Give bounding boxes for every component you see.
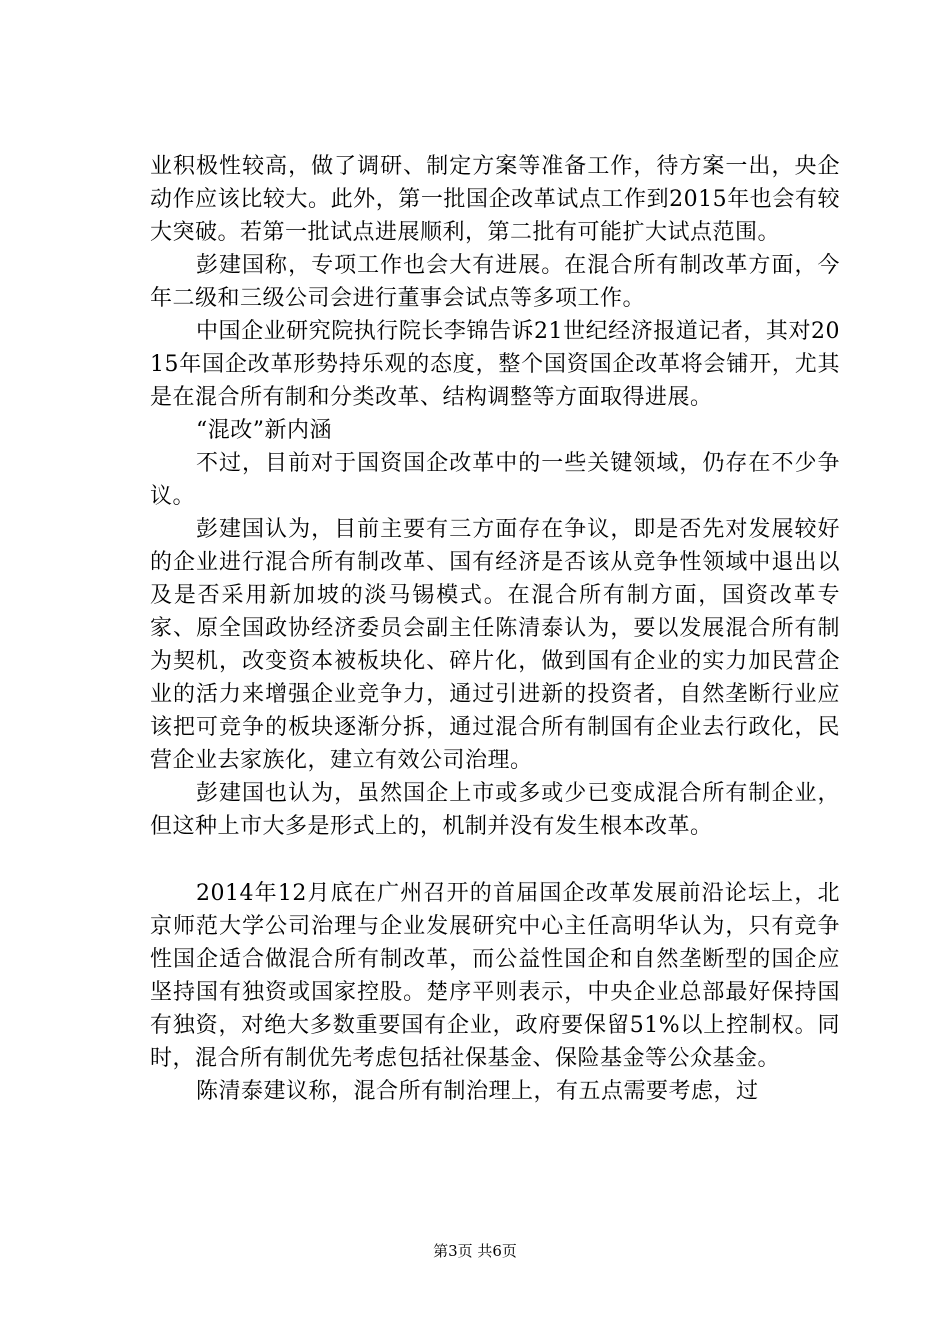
paragraph-1: 业积极性较高，做了调研、制定方案等准备工作，待方案一出，央企动作应该比较大。此外，第一批国企改革试点工作到2015年也会有较大突破。若第一批试点进展顺利，第二批有可能扩大试点范围。 <box>150 154 840 245</box>
section-heading: “混改”新内涵 <box>196 418 332 443</box>
paragraph-7: 2014年12月底在广州召开的首届国企改革发展前沿论坛上，北京师范大学公司治理与企业发展研究中心主任高明华认为，只有竞争性国企适合做混合所有制改革，而公益性国企和自然垄断型的国企应坚持国有独资或国家控股。楚序平则表示，中央企业总部最好保持国有独资，对绝大多数重要国有企业，政府要保留51%以上控制权。同时，混合所有制优先考虑包括社保基金、保险基金等公众基金。 <box>150 881 840 1071</box>
paragraph-2: 彭建国称，专项工作也会大有进展。在混合所有制改革方面，今年二级和三级公司会进行董事会试点等多项工作。 <box>150 253 840 311</box>
paragraph-5: 彭建国认为，目前主要有三方面存在争议，即是否先对发展较好的企业进行混合所有制改革、国有经济是否该从竞争性领域中退出以及是否采用新加坡的淡马锡模式。在混合所有制方面，国资改革专家、原全国政协经济委员会副主任陈清泰认为，要以发展混合所有制为契机，改变资本被板块化、碎片化，做到国有企业的实力加民营企业的活力来增强企业竞争力，通过引进新的投资者，自然垄断行业应该把可竞争的板块逐渐分拆，通过混合所有制国有企业去行政化，民营企业去家族化，建立有效公司治理。 <box>150 517 840 773</box>
paragraph-3: 中国企业研究院执行院长李锦告诉21世纪经济报道记者，其对2015年国企改革形势持乐观的态度，整个国资国企改革将会铺开，尤其是在混合所有制和分类改革、结构调整等方面取得进展。 <box>150 319 840 410</box>
paragraph-8: 陈清泰建议称，混合所有制治理上，有五点需要考虑，过 <box>196 1079 759 1104</box>
paragraph-6: 彭建国也认为，虽然国企上市或多或少已变成混合所有制企业，但这种上市大多是形式上的，机制并没有发生根本改革。 <box>150 781 840 839</box>
paragraph-gap <box>150 843 840 877</box>
paragraph-4: 不过，目前对于国资国企改革中的一些关键领域，仍存在不少争议。 <box>150 451 840 509</box>
body-text <box>150 150 840 1108</box>
page-footer: 第3页 共6页 <box>433 1242 517 1260</box>
